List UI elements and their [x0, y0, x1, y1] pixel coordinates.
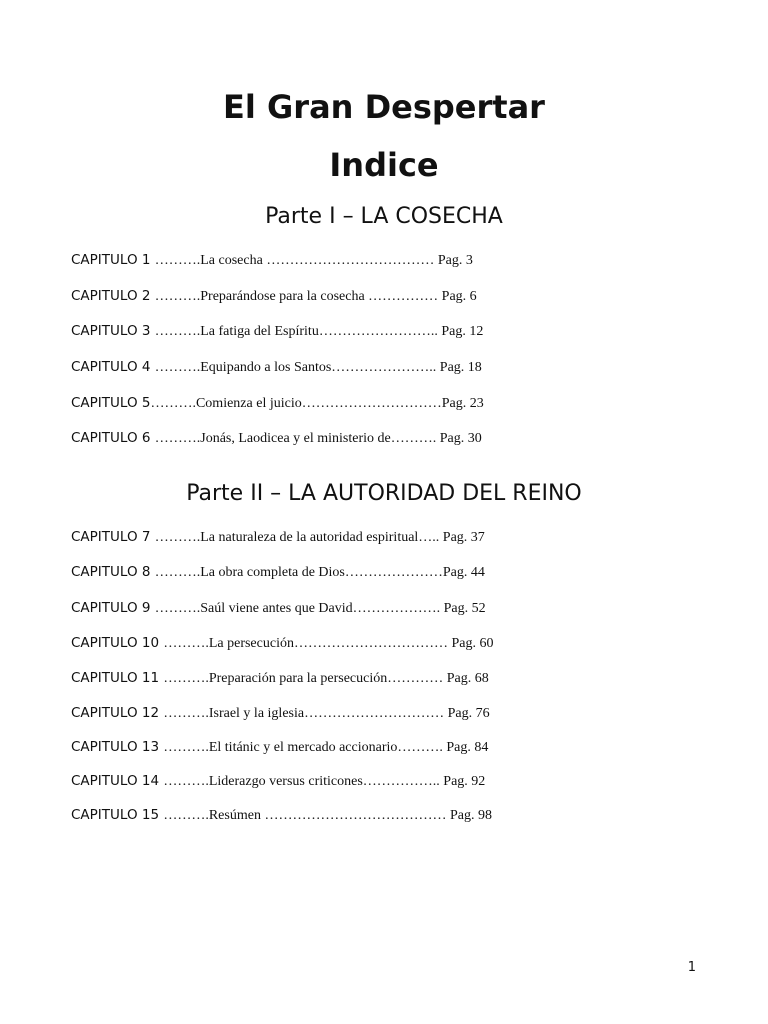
chapter-title: ……….Resúmen ………………………………… Pag. 98 [163, 808, 492, 823]
chapter-title: ……….Preparándose para la cosecha …………… Pag. 6 [154, 289, 477, 304]
chapter-title: ……….Preparación para la persecución………… Pag. 68 [163, 671, 489, 686]
chapter-title: ……….Saúl viene antes que David………………. Pag. 52 [154, 601, 486, 616]
chapter-label: CAPITULO 6 [71, 430, 155, 446]
part-heading-1: Parte I – LA COSECHA [265, 204, 503, 229]
chapter-title: ……….Equipando a los Santos………………….. Pag. 18 [154, 360, 482, 375]
toc-entry [71, 250, 473, 270]
chapter-title: ……….La naturaleza de la autoridad espiritual….. Pag. 37 [154, 530, 485, 545]
chapter-title: ……….Liderazgo versus criticones…………….. Pag. 92 [163, 774, 486, 789]
chapter-title: ……….La cosecha ……………………………… Pag. 3 [154, 253, 473, 268]
chapter-title: ……….Israel y la iglesia………………………… Pag. 76 [163, 706, 490, 721]
chapter-title: ……….El titánic y el mercado accionario………. Pag. 84 [163, 740, 489, 755]
toc-entry [71, 737, 488, 757]
toc-entry [71, 286, 477, 306]
toc-entry [71, 668, 489, 688]
chapter-label: CAPITULO 1 [71, 252, 155, 268]
chapter-label: CAPITULO 9 [71, 600, 155, 616]
toc-entry [71, 598, 486, 618]
document-subtitle: Indice [329, 146, 439, 184]
toc-entry [71, 527, 485, 547]
page-number: 1 [687, 960, 696, 975]
toc-entry [71, 357, 482, 377]
chapter-title: ……….Comienza el juicio…………………………Pag. 23 [150, 396, 484, 411]
chapter-title: ……….La persecución…………………………… Pag. 60 [163, 636, 494, 651]
chapter-label: CAPITULO 14 [71, 773, 164, 789]
toc-entry [71, 703, 490, 723]
chapter-label: CAPITULO 8 [71, 564, 155, 580]
toc-entry [71, 805, 492, 825]
chapter-title: ……….La fatiga del Espíritu…………………….. Pag. 12 [154, 324, 484, 339]
toc-entry [71, 428, 482, 448]
chapter-label: CAPITULO 3 [71, 323, 155, 339]
chapter-label: CAPITULO 11 [71, 670, 164, 686]
toc-entry [71, 633, 493, 653]
chapter-title: ……….La obra completa de Dios…………………Pag. 44 [154, 565, 485, 580]
chapter-label: CAPITULO 5 [71, 395, 151, 411]
toc-entry [71, 393, 484, 413]
chapter-label: CAPITULO 15 [71, 807, 164, 823]
toc-entry [71, 771, 485, 791]
chapter-label: CAPITULO 12 [71, 705, 164, 721]
chapter-label: CAPITULO 2 [71, 288, 155, 304]
toc-entry [71, 321, 483, 341]
chapter-label: CAPITULO 10 [71, 635, 164, 651]
document-title: El Gran Despertar [223, 88, 545, 126]
toc-entry [71, 562, 485, 582]
chapter-title: ……….Jonás, Laodicea y el ministerio de………. Pag. 30 [154, 431, 482, 446]
chapter-label: CAPITULO 13 [71, 739, 164, 755]
part-heading-2: Parte II – LA AUTORIDAD DEL REINO [186, 481, 582, 506]
chapter-label: CAPITULO 7 [71, 529, 155, 545]
chapter-label: CAPITULO 4 [71, 359, 155, 375]
